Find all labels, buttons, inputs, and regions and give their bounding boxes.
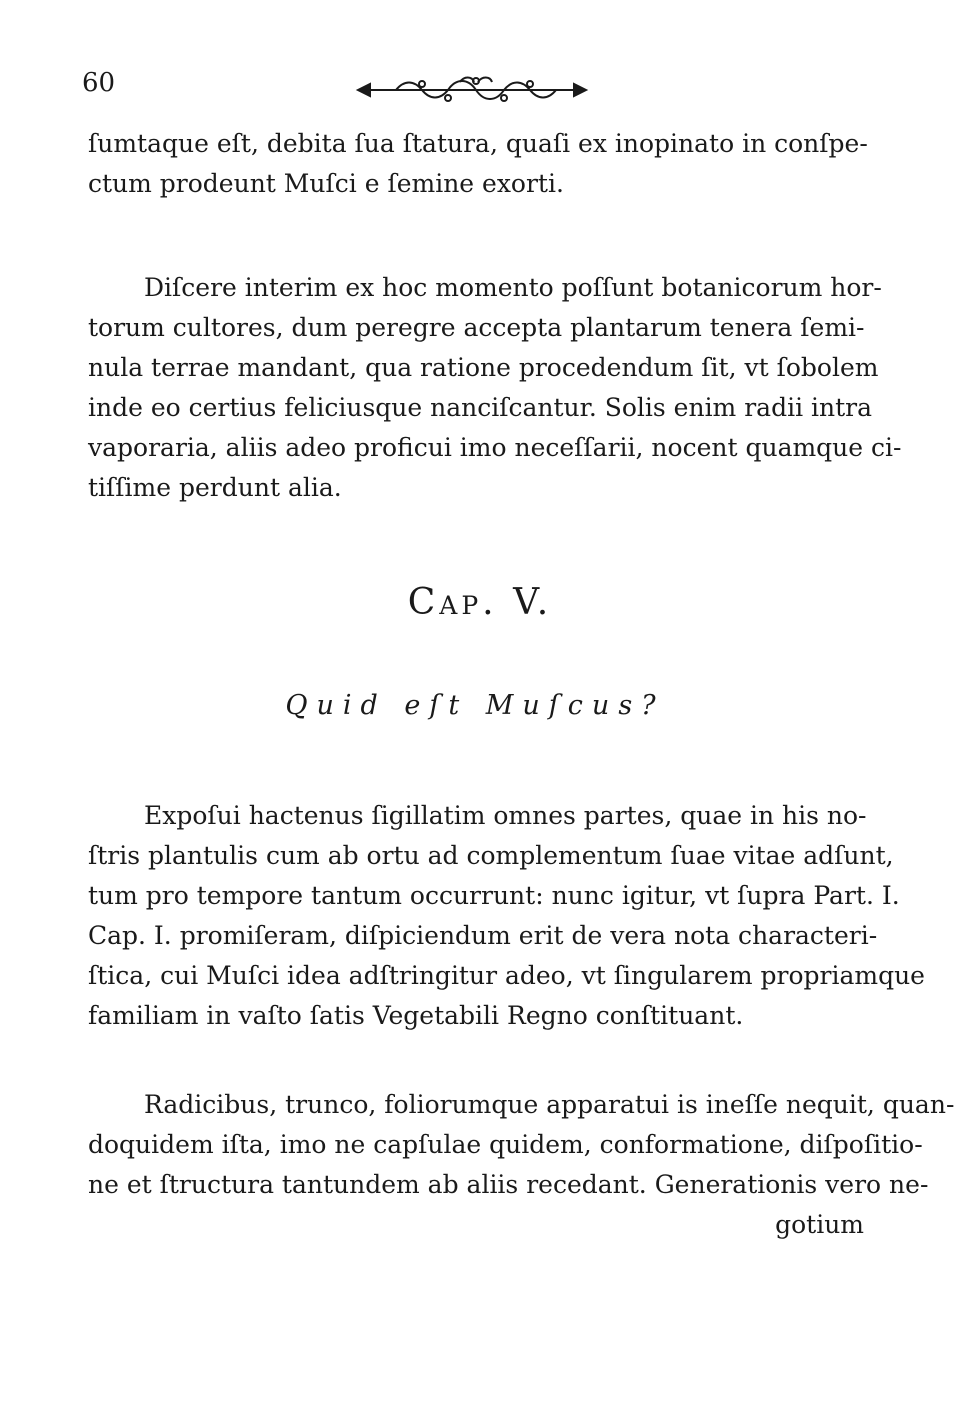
catchword: gotium xyxy=(775,1210,864,1239)
paragraph-2 xyxy=(88,268,902,508)
text-line: ſtica, cui Muſci idea adſtringitur adeo, vt ſingularem propriamque xyxy=(88,961,925,990)
text-line: doquidem iſta, imo ne capſulae quidem, conformatione, diſpoſitio- xyxy=(88,1130,923,1159)
text-line: Diſcere interim ex hoc momento poſſunt botanicorum hor- xyxy=(144,273,882,302)
page-number: 60 xyxy=(82,68,116,98)
chapter-subheading: Quid eſt Muſcus? xyxy=(285,690,665,721)
text-line: ctum prodeunt Muſci e ſemine exorti. xyxy=(88,169,564,198)
text-line: torum cultores, dum peregre accepta plantarum tenera ſemi- xyxy=(88,313,865,342)
text-line: Radicibus, trunco, foliorumque apparatui is ineſſe nequit, quan- xyxy=(144,1090,955,1119)
paragraph-4 xyxy=(88,1085,955,1245)
chapter-heading: Cap. V. xyxy=(407,582,553,623)
paragraph-1 xyxy=(88,124,868,204)
text-line: vaporaria, aliis adeo proficui imo neceſſarii, nocent quamque ci- xyxy=(88,433,902,462)
text-line: ne et ſtructura tantundem ab aliis recedant. Generationis vero ne- xyxy=(88,1170,929,1199)
text-line: ſtris plantulis cum ab ortu ad complementum ſuae vitae adſunt, xyxy=(88,841,894,870)
text-line: tiſſime perdunt alia. xyxy=(88,473,342,502)
text-line: Cap. I. promiſeram, diſpiciendum erit de vera nota characteri- xyxy=(88,921,878,950)
ornament-icon xyxy=(356,72,588,106)
text-line: tum pro tempore tantum occurrunt: nunc igitur, vt ſupra Part. I. xyxy=(88,881,900,910)
text-line: ſumtaque eſt, debita ſua ſtatura, quaſi ex inopinato in conſpe- xyxy=(88,129,868,158)
paragraph-3 xyxy=(88,796,925,1036)
text-line: inde eo certius feliciusque nanciſcantur. Solis enim radii intra xyxy=(88,393,873,422)
text-line: nula terrae mandant, qua ratione procedendum ſit, vt ſobolem xyxy=(88,353,879,382)
text-line: Expoſui hactenus ſigillatim omnes partes, quae in his no- xyxy=(144,801,867,830)
text-line: familiam in vaſto ſatis Vegetabili Regno conſtituant. xyxy=(88,1001,744,1030)
